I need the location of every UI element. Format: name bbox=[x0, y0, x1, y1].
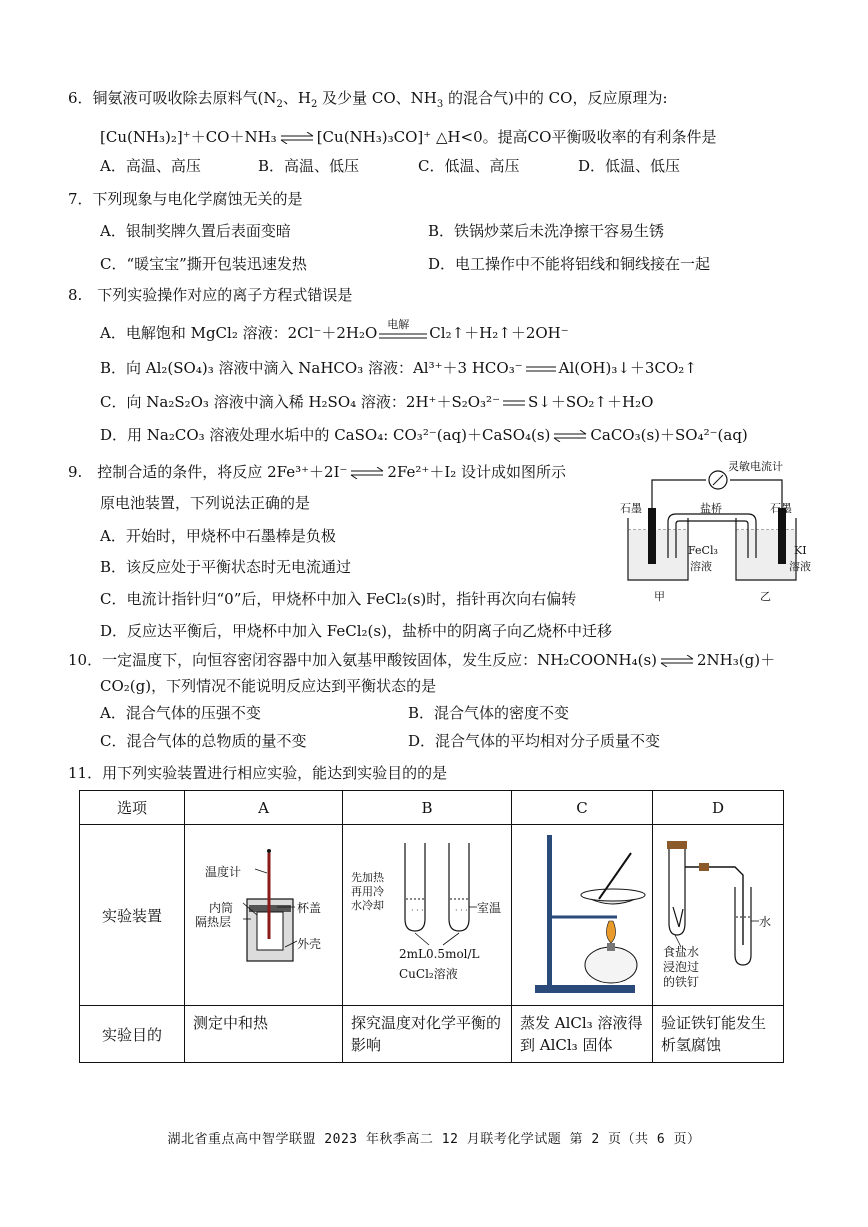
q10-option-c: C．混合气体的总物质的量不变 bbox=[100, 732, 307, 750]
q9-option-a: A．开始时，甲烧杯中石墨棒是负极 bbox=[100, 527, 336, 545]
q9-option-b: B．该反应处于平衡状态时无电流通过 bbox=[100, 558, 352, 576]
lid-label: 杯盖 bbox=[297, 901, 322, 915]
q8-c-left: C．向 Na₂S₂O₃ 溶液中滴入稀 H₂SO₄ 溶液：2H⁺＋S₂O₃²⁻ bbox=[100, 393, 500, 411]
q8-a-condition bbox=[379, 318, 427, 341]
graphite-left-label: 石墨 bbox=[620, 502, 642, 515]
row-apparatus-label: 实验装置 bbox=[80, 825, 185, 1006]
q11-stem: 11．用下列实验装置进行相应实验，能达到实验目的的是 bbox=[68, 764, 448, 782]
apparatus-d-cell bbox=[653, 825, 784, 1006]
solution-left-label: 溶液 bbox=[690, 560, 712, 573]
q10-stem-b: 2NH₃(g)＋ bbox=[697, 651, 776, 669]
q7-stem: 7．下列现象与电化学腐蚀无关的是 bbox=[68, 190, 303, 208]
q6-stem-b: 、H bbox=[282, 89, 311, 107]
cucl2-label: CuCl₂溶液 bbox=[399, 967, 458, 981]
svg-text:· · ·: · · · bbox=[411, 906, 424, 915]
nail-corrosion-figure bbox=[653, 827, 782, 1003]
q9-galvanic-cell-figure bbox=[618, 458, 818, 608]
header-b: B bbox=[343, 791, 512, 825]
q10-stem bbox=[68, 650, 775, 670]
q6-stem bbox=[68, 88, 668, 108]
q8-option-d bbox=[100, 425, 748, 445]
q6-eq-left: [Cu(NH₃)₂]⁺＋CO＋NH₃ bbox=[100, 128, 277, 146]
q10-option-b: B．混合气体的密度不变 bbox=[408, 704, 570, 722]
calorimeter-figure bbox=[185, 827, 341, 1003]
equilibrium-arrow-icon bbox=[553, 430, 587, 442]
q9-stem bbox=[68, 462, 566, 482]
q6-stem-d: 的混合气)中的 CO，反应原理为: bbox=[443, 89, 668, 107]
insulation-label: 隔热层 bbox=[195, 915, 232, 929]
evaporation-apparatus-icon bbox=[513, 825, 652, 1001]
q8-c-right: S↓＋SO₂↑＋H₂O bbox=[527, 393, 654, 411]
beaker-jia-label: 甲 bbox=[654, 590, 665, 603]
q10-stem-a: 10．一定温度下，向恒容密闭容器中加入氨基甲酸铵固体，发生反应：NH₂COONH₄(s) bbox=[68, 651, 658, 669]
header-a: A bbox=[185, 791, 343, 825]
thermometer-label: 温度计 bbox=[205, 865, 242, 879]
q6-equation bbox=[100, 127, 716, 147]
q8-a-left: A．电解饱和 MgCl₂ 溶液：2Cl⁻＋2H₂O bbox=[100, 324, 378, 342]
heat-label-2: 再用冷 bbox=[351, 885, 384, 898]
row-purpose-label: 实验目的 bbox=[80, 1006, 185, 1063]
q6-option-a: A．高温、高压 bbox=[100, 157, 201, 175]
q8-a-right: Cl₂↑＋H₂↑＋2OH⁻ bbox=[429, 324, 569, 342]
table-row-apparatus bbox=[80, 825, 784, 1006]
q8-b-right: Al(OH)₃↓＋3CO₂↑ bbox=[558, 359, 697, 377]
purpose-a: 测定中和热 bbox=[185, 1006, 343, 1063]
test-tubes-figure bbox=[343, 827, 510, 1003]
q6-sub3: 3 bbox=[436, 99, 444, 110]
q8-stem: 8. 下列实验操作对应的离子方程式错误是 bbox=[68, 286, 353, 304]
galvanic-cell-icon bbox=[618, 458, 818, 608]
q6-option-c: C．低温、高压 bbox=[418, 157, 520, 175]
q9-option-d: D．反应达平衡后，甲烧杯中加入 FeCl₂(s)，盐桥中的阴离子向乙烧杯中迁移 bbox=[100, 622, 612, 640]
shell-label: 外壳 bbox=[297, 937, 322, 951]
purpose-d: 验证铁钉能发生析氢腐蚀 bbox=[653, 1006, 784, 1063]
purpose-b: 探究温度对化学平衡的影响 bbox=[343, 1006, 512, 1063]
galvanometer-label: 灵敏电流计 bbox=[728, 460, 783, 473]
ki-label: KI bbox=[794, 544, 807, 557]
q8-d-left: D．用 Na₂CO₃ 溶液处理水垢中的 CaSO₄: CO₃²⁻(aq)＋CaSO₄(s) bbox=[100, 426, 551, 444]
salt-water-label-3: 的铁钉 bbox=[663, 975, 700, 989]
q8-a-cond-label: 电解 bbox=[387, 318, 410, 331]
header-c: C bbox=[512, 791, 653, 825]
q10-option-a: A．混合气体的压强不变 bbox=[100, 704, 261, 722]
equilibrium-arrow-icon bbox=[660, 655, 694, 667]
q8-option-c bbox=[100, 392, 653, 412]
q10-stem-line2: CO₂(g)，下列情况不能说明反应达到平衡状态的是 bbox=[100, 677, 437, 695]
q11-table bbox=[79, 790, 784, 1063]
fecl3-label: FeCl₃ bbox=[688, 544, 718, 557]
q6-sub2: 2 bbox=[311, 99, 318, 110]
heat-label-3: 水冷却 bbox=[351, 899, 384, 912]
graphite-right-label: 石墨 bbox=[770, 502, 792, 515]
inner-cup-label: 内筒 bbox=[209, 901, 234, 915]
purpose-c: 蒸发 AlCl₃ 溶液得到 AlCl₃ 固体 bbox=[512, 1006, 653, 1063]
q6-option-d: D．低温、低压 bbox=[578, 157, 681, 175]
equilibrium-arrow-icon bbox=[350, 467, 384, 479]
apparatus-b-cell bbox=[343, 825, 512, 1006]
q6-sub1: 2 bbox=[276, 99, 283, 110]
equilibrium-arrow-icon bbox=[280, 132, 314, 144]
concentration-label: 2mL0.5mol/L bbox=[399, 947, 480, 961]
heat-label-1: 先加热 bbox=[351, 871, 384, 884]
beaker-yi-label: 乙 bbox=[760, 590, 771, 603]
equals-sign-icon bbox=[503, 399, 525, 407]
q7-option-c: C．“暖宝宝”撕开包装迅速发热 bbox=[100, 255, 307, 273]
page-footer: 湖北省重点高中智学联盟 2023 年秋季高二 12 月联考化学试题 第 2 页（共 6 页） bbox=[167, 1132, 701, 1147]
salt-water-label-2: 浸泡过 bbox=[663, 960, 700, 974]
solution-right-label: 溶液 bbox=[789, 560, 811, 573]
q6-stem-c: 及少量 CO、NH bbox=[317, 89, 437, 107]
q9-option-c: C．电流计指针归“0”后，甲烧杯中加入 FeCl₂(s)时，指针再次向右偏转 bbox=[100, 590, 577, 608]
q10-option-d: D．混合气体的平均相对分子质量不变 bbox=[408, 732, 661, 750]
salt-bridge-label: 盐桥 bbox=[700, 502, 722, 515]
q8-b-left: B．向 Al₂(SO₄)₃ 溶液中滴入 NaHCO₃ 溶液：Al³⁺＋3 HCO₃⁻ bbox=[100, 359, 523, 377]
table-header-row bbox=[80, 791, 784, 825]
q7-option-a: A．银制奖牌久置后表面变暗 bbox=[100, 222, 291, 240]
q8-d-right: CaCO₃(s)＋SO₄²⁻(aq) bbox=[590, 426, 748, 444]
q9-stem-line2: 原电池装置，下列说法正确的是 bbox=[100, 494, 311, 512]
water-label: 水 bbox=[759, 915, 772, 929]
svg-text:· · ·: · · · bbox=[455, 906, 468, 915]
q8-option-b bbox=[100, 358, 697, 378]
room-temp-label: 室温 bbox=[477, 901, 502, 915]
apparatus-a-cell bbox=[185, 825, 343, 1006]
q9-stem-b: 2Fe²⁺＋I₂ 设计成如图所示 bbox=[387, 463, 567, 481]
apparatus-c-cell bbox=[512, 825, 653, 1006]
q6-eq-right: [Cu(NH₃)₃CO]⁺ △H<0。提高CO平衡吸收率的有利条件是 bbox=[316, 128, 717, 146]
q9-stem-a: 9. 控制合适的条件，将反应 2Fe³⁺＋2I⁻ bbox=[68, 463, 348, 481]
table-row-purpose bbox=[80, 1006, 784, 1063]
header-d: D bbox=[653, 791, 784, 825]
q7-option-b: B．铁锅炒菜后未洗净擦干容易生锈 bbox=[428, 222, 665, 240]
q8-option-a bbox=[100, 318, 569, 343]
header-option: 选项 bbox=[80, 791, 185, 825]
q7-option-d: D．电工操作中不能将铝线和铜线接在一起 bbox=[428, 255, 711, 273]
q6-option-b: B．高温、低压 bbox=[258, 157, 360, 175]
equals-sign-icon bbox=[526, 365, 556, 373]
salt-water-label-1: 食盐水 bbox=[663, 945, 700, 959]
q6-stem-a: 6．铜氨液可吸收除去原料气(N bbox=[68, 89, 277, 107]
equals-arrow-icon bbox=[379, 332, 427, 340]
